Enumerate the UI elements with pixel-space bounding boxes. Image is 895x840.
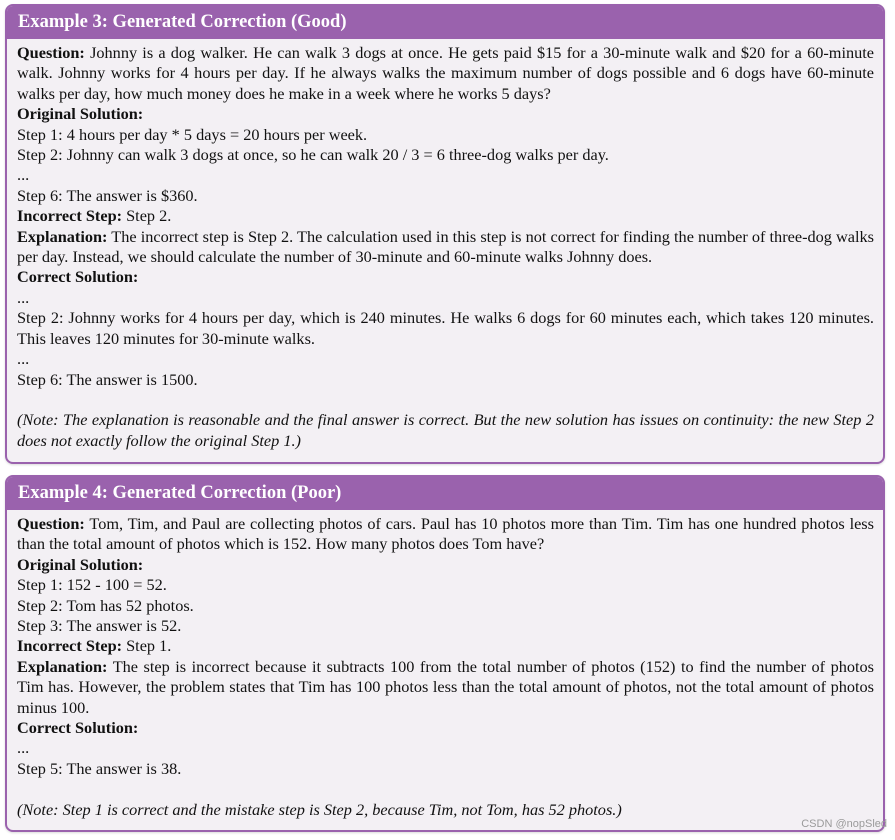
incorrect-step-label: Incorrect Step: [17, 636, 123, 656]
explanation-text: The step is incorrect because it subtracts 100 from the total number of photos (152) to find the number of photos Tim has. However, the problem states that Tim has 100 photos less than the total amount of photos, not the total amount of photos minus 100. [17, 656, 874, 717]
question-paragraph [17, 43, 874, 104]
correct-step: ... [17, 738, 30, 758]
original-step: Step 1: 152 - 100 = 52. [17, 575, 167, 595]
note-text: (Note: The explanation is reasonable and the final answer is correct. But the new solution has issues on continuity: the new Step 2 does not exactly follow the original Step 1.) [17, 410, 874, 450]
original-solution-label: Original Solution: [17, 104, 144, 124]
correct-step: Step 5: The answer is 38. [17, 758, 182, 778]
explanation-paragraph [17, 657, 874, 718]
incorrect-step-value: Step 1. [126, 636, 172, 656]
example-title: Example 4: Generated Correction (Poor) [7, 477, 883, 510]
original-step: Step 2: Tom has 52 photos. [17, 595, 194, 615]
example-title: Example 3: Generated Correction (Good) [7, 6, 883, 39]
watermark: CSDN @nopSled [801, 818, 887, 830]
correct-step: Step 2: Johnny works for 4 hours per day, which is 240 minutes. He walks 6 dogs for 60 minutes each, which takes 120 minutes. This leaves 120 minutes for 30-minute walks. [17, 308, 874, 348]
original-solution-label: Original Solution: [17, 554, 144, 574]
question-text: Tom, Tim, and Paul are collecting photos of cars. Paul has 10 photos more than Tim. Tim has one hundred photos less than the total amount of photos which is 152. How many photos does Tom have? [17, 514, 874, 554]
correct-step: Step 6: The answer is 1500. [17, 369, 198, 389]
correct-step: ... [17, 287, 30, 307]
question-label: Question: [17, 43, 85, 62]
original-step: Step 2: Johnny can walk 3 dogs at once, so he can walk 20 / 3 = 6 three-dog walks per day. [17, 145, 609, 165]
question-label: Question: [17, 514, 85, 533]
example-box [5, 4, 885, 464]
correct-solution-label: Correct Solution: [17, 718, 139, 738]
question-paragraph [17, 514, 874, 555]
original-step: ... [17, 165, 30, 185]
explanation-paragraph [17, 227, 874, 268]
explanation-label: Explanation: [17, 656, 108, 676]
explanation-label: Explanation: [17, 226, 108, 246]
example-body [7, 39, 883, 451]
note-text: (Note: Step 1 is correct and the mistake step is Step 2, because Tim, not Tom, has 52 photos.) [17, 799, 622, 819]
correct-solution-label: Correct Solution: [17, 267, 139, 287]
incorrect-step-paragraph [17, 206, 874, 226]
explanation-text: The incorrect step is Step 2. The calculation used in this step is not correct for finding the number of three-dog walks per day. Instead, we should calculate the number of 30-minute and 60-minute walks Johnny does. [17, 226, 874, 267]
incorrect-step-paragraph [17, 636, 874, 656]
original-step: Step 1: 4 hours per day * 5 days = 20 hours per week. [17, 124, 368, 144]
original-step: Step 3: The answer is 52. [17, 616, 182, 636]
original-step: Step 6: The answer is $360. [17, 185, 198, 205]
example-body [7, 510, 883, 820]
correct-step: ... [17, 349, 30, 369]
incorrect-step-label: Incorrect Step: [17, 206, 123, 226]
incorrect-step-value: Step 2. [126, 206, 172, 226]
example-box [5, 475, 885, 832]
question-text: Johnny is a dog walker. He can walk 3 dogs at once. He gets paid $15 for a 30-minute walk and $20 for a 60-minute walk. Johnny works for 4 hours per day. If he always walks the maximum number of dogs possible and 6 dogs have 60-minute walks per day, how much money does he make in a week where he works 5 days? [17, 43, 874, 103]
